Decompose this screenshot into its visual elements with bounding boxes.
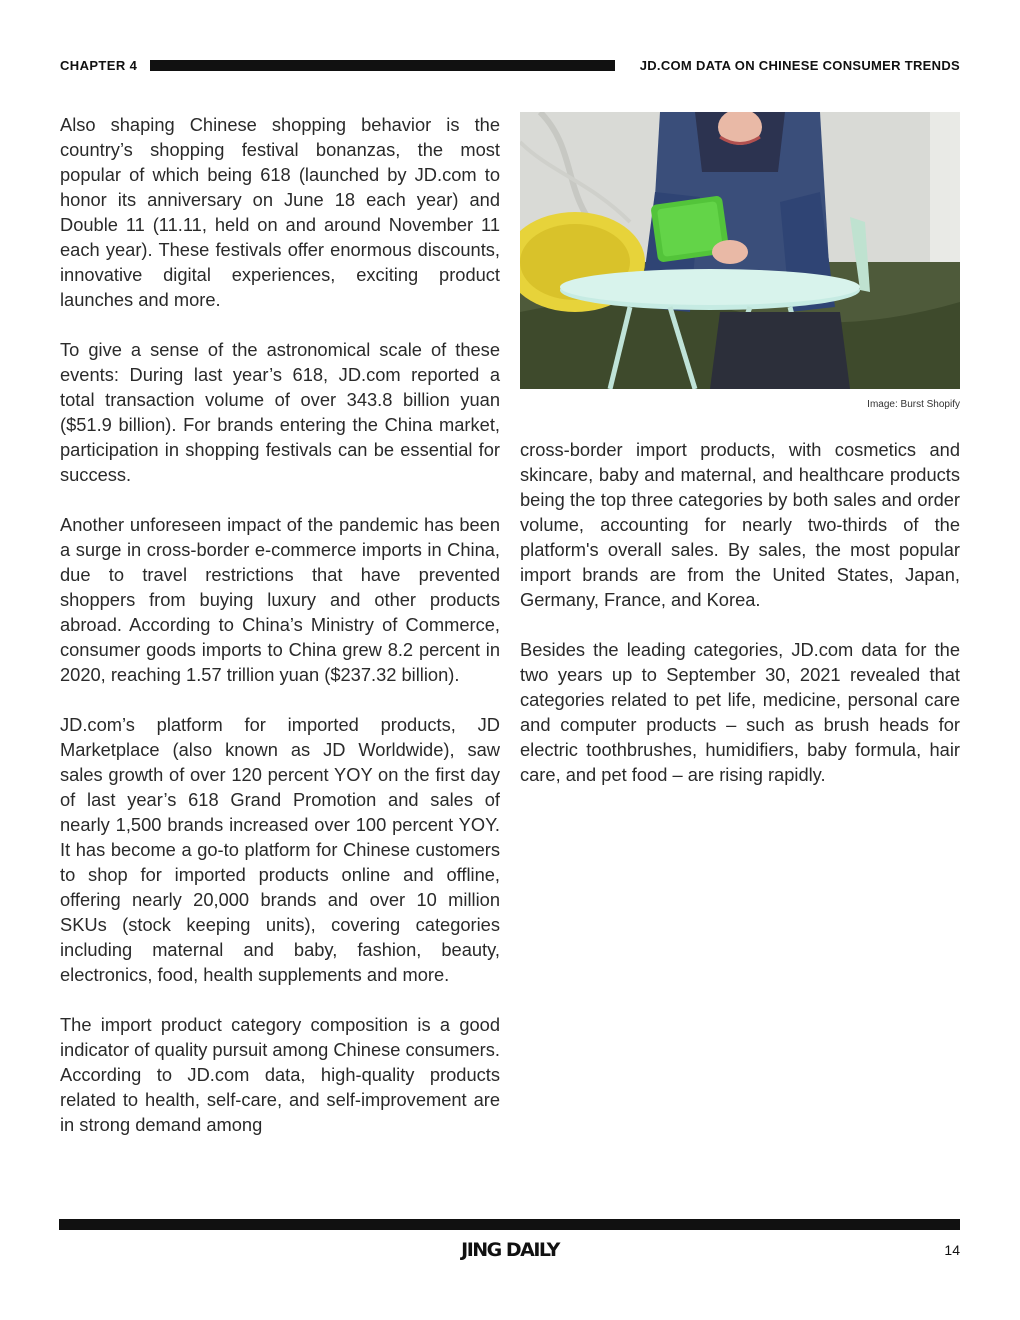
paragraph: To give a sense of the astronomical scale of these events: During last year’s 618, JD.com reported a total transaction volume of over 343.8 billion yuan ($51.9 billion). For brands entering the China market, participation in shopping festivals can be essential for success. [60,339,500,485]
page-number: 14 [944,1242,960,1258]
right-column [520,437,960,812]
left-column [60,112,500,1162]
paragraph: cross-border import products, with cosmetics and skincare, baby and maternal, and healthcare products being the top three categories by both sales and order volume, accounting for nearly two-thirds of the platform's overall sales. By sales, the most popular import brands are from the United States, Japan, Germany, France, and Korea. [520,439,960,610]
running-title: JD.COM DATA ON CHINESE CONSUMER TRENDS [639,58,960,73]
jing-daily-logo: JING DAILY [461,1239,559,1261]
paragraph: Another unforeseen impact of the pandemic has been a surge in cross-border e-commerce imports in China, due to travel restrictions that have prevented shoppers from buying luxury and other products abroad. According to China’s Ministry of Commerce, consumer goods imports to China grew 8.2 percent in 2020, reaching 1.57 trillion yuan ($237.32 billion). [60,514,500,685]
paragraph: The import product category composition is a good indicator of quality pursuit among Chinese consumers. According to JD.com data, high-quality products related to health, self-care, and self-improvement are in strong demand among [60,1014,500,1135]
paragraph: Besides the leading categories, JD.com data for the two years up to September 30, 2021 revealed that categories related to pet life, medicine, personal care and computer products – such as brush heads for electric toothbrushes, humidifiers, baby formula, hair care, and pet food – are rising rapidly. [520,639,960,785]
paragraph: Also shaping Chinese shopping behavior is the country’s shopping festival bonanzas, the most popular of which being 618 (launched by JD.com to honor its anniversary on June 18 each year) and Double 11 (11.11, held on and around November 11 each year). These festivals offer enormous discounts, innovative digital experiences, exciting product launches and more. [60,114,500,310]
paragraph: JD.com’s platform for imported products, JD Marketplace (also known as JD Worldwide), saw sales growth of over 120 percent YOY on the first day of last year’s 618 Grand Promotion and sales of nearly 1,500 brands increased over 100 percent YOY. It has become a go-to platform for Chinese customers to shop for imported products online and offline, offering nearly 20,000 brands and over 10 million SKUs (stock keeping units), covering categories including maternal and baby, fashion, beauty, electronics, food, health supplements and more. [60,714,500,985]
footer-rule [59,1219,960,1230]
page-header [60,58,960,74]
photo-woman-with-tablet [520,112,960,389]
chapter-label: CHAPTER 4 [60,58,138,73]
header-rule [150,60,615,71]
image-caption: Image: Burst Shopify [867,399,960,410]
